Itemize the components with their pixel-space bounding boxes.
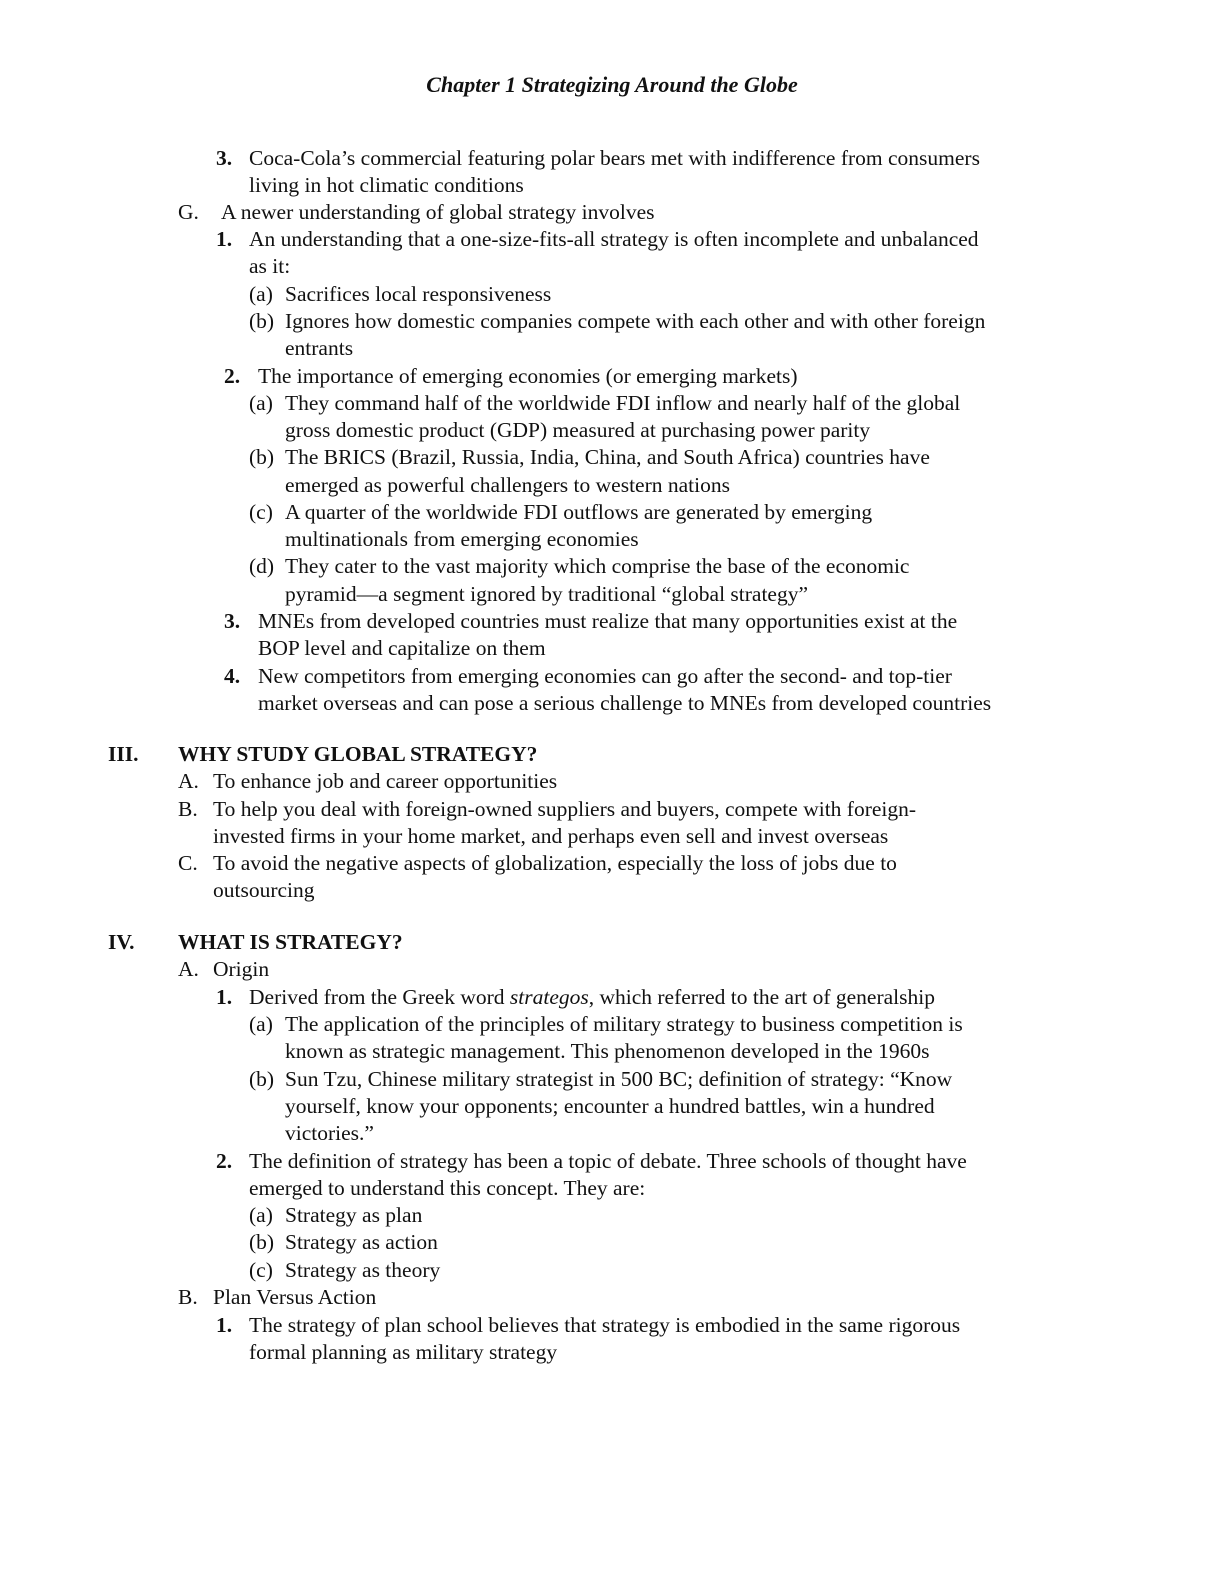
list-marker: (b) bbox=[249, 1067, 275, 1091]
outline-line: A newer understanding of global strategy involves bbox=[221, 200, 655, 224]
list-marker: A. bbox=[178, 957, 199, 981]
outline-line: Coca-Cola’s commercial featuring polar bears met with indifference from consumers bbox=[249, 146, 980, 170]
list-marker: (a) bbox=[249, 282, 273, 306]
outline-line: To help you deal with foreign-owned suppliers and buyers, compete with foreign- bbox=[213, 797, 917, 821]
list-marker: (a) bbox=[249, 1203, 273, 1227]
section-heading: WHAT IS STRATEGY? bbox=[178, 930, 403, 954]
section-number: III. bbox=[108, 742, 139, 766]
list-marker: (a) bbox=[249, 1012, 273, 1036]
outline-line: living in hot climatic conditions bbox=[249, 173, 524, 197]
line-text: Derived from the Greek word bbox=[249, 985, 510, 1009]
section-number: IV. bbox=[108, 930, 135, 954]
outline-line: pyramid—a segment ignored by traditional “global strategy” bbox=[285, 582, 809, 606]
list-marker: (d) bbox=[249, 554, 275, 578]
outline-line: victories.” bbox=[285, 1121, 374, 1145]
outline-line: Strategy as theory bbox=[285, 1258, 441, 1282]
outline-line bbox=[249, 984, 935, 1011]
list-marker: 3. bbox=[224, 609, 241, 633]
outline-line: MNEs from developed countries must realize that many opportunities exist at the bbox=[258, 609, 958, 633]
outline-line: emerged as powerful challengers to western nations bbox=[285, 473, 730, 497]
outline-line: To enhance job and career opportunities bbox=[213, 769, 558, 793]
outline-line: To avoid the negative aspects of globalization, especially the loss of jobs due to bbox=[213, 851, 897, 875]
line-text: , which referred to the art of generalship bbox=[588, 985, 935, 1009]
outline-line: Sacrifices local responsiveness bbox=[285, 282, 552, 306]
list-marker: (c) bbox=[249, 500, 273, 524]
outline-line: Origin bbox=[213, 957, 270, 981]
outline-line: formal planning as military strategy bbox=[249, 1340, 558, 1364]
outline-line: invested firms in your home market, and perhaps even sell and invest overseas bbox=[213, 824, 889, 848]
outline-line: Plan Versus Action bbox=[213, 1285, 377, 1309]
section-heading: WHY STUDY GLOBAL STRATEGY? bbox=[178, 742, 538, 766]
outline-line: They cater to the vast majority which comprise the base of the economic bbox=[285, 554, 910, 578]
list-marker: 3. bbox=[216, 146, 233, 170]
outline-line: The application of the principles of military strategy to business competition is bbox=[285, 1012, 963, 1036]
list-marker: (c) bbox=[249, 1258, 273, 1282]
outline-line: entrants bbox=[285, 336, 354, 360]
list-marker: 1. bbox=[216, 985, 233, 1009]
outline-line: New competitors from emerging economies can go after the second- and top-tier bbox=[258, 664, 952, 688]
list-marker: (b) bbox=[249, 445, 275, 469]
list-marker: (b) bbox=[249, 309, 275, 333]
list-marker: 1. bbox=[216, 227, 233, 251]
list-marker: (b) bbox=[249, 1230, 275, 1254]
list-marker: B. bbox=[178, 1285, 198, 1309]
list-marker: A. bbox=[178, 769, 199, 793]
outline-line: The BRICS (Brazil, Russia, India, China, and South Africa) countries have bbox=[285, 445, 930, 469]
outline-line: emerged to understand this concept. They are: bbox=[249, 1176, 646, 1200]
outline-line: Ignores how domestic companies compete with each other and with other foreign bbox=[285, 309, 986, 333]
outline-line: outsourcing bbox=[213, 878, 315, 902]
outline-line: The importance of emerging economies (or emerging markets) bbox=[258, 364, 798, 388]
outline-line: known as strategic management. This phenomenon developed in the 1960s bbox=[285, 1039, 930, 1063]
list-marker: 1. bbox=[216, 1313, 233, 1337]
list-marker: B. bbox=[178, 797, 198, 821]
outline-line: multinationals from emerging economies bbox=[285, 527, 639, 551]
italic-term: strategos bbox=[509, 985, 589, 1009]
outline-line: Strategy as plan bbox=[285, 1203, 423, 1227]
list-marker: 2. bbox=[224, 364, 241, 388]
list-marker: G. bbox=[178, 200, 199, 224]
outline-line: BOP level and capitalize on them bbox=[258, 636, 546, 660]
outline-line: gross domestic product (GDP) measured at purchasing power parity bbox=[285, 418, 871, 442]
outline-line: A quarter of the worldwide FDI outflows are generated by emerging bbox=[285, 500, 873, 524]
list-marker: 4. bbox=[224, 664, 241, 688]
outline-line: market overseas and can pose a serious challenge to MNEs from developed countries bbox=[258, 691, 992, 715]
list-marker: (a) bbox=[249, 391, 273, 415]
outline-line: as it: bbox=[249, 254, 291, 278]
page-header: Chapter 1 Strategizing Around the Globe bbox=[426, 72, 798, 97]
outline-line: Strategy as action bbox=[285, 1230, 438, 1254]
outline-line: An understanding that a one-size-fits-all strategy is often incomplete and unbalanced bbox=[249, 227, 979, 251]
list-marker: 2. bbox=[216, 1149, 233, 1173]
outline-line: They command half of the worldwide FDI inflow and nearly half of the global bbox=[285, 391, 961, 415]
outline-line: yourself, know your opponents; encounter a hundred battles, win a hundred bbox=[285, 1094, 935, 1118]
outline-line: The definition of strategy has been a topic of debate. Three schools of thought have bbox=[249, 1149, 967, 1173]
list-marker: C. bbox=[178, 851, 198, 875]
outline-line: The strategy of plan school believes that strategy is embodied in the same rigorous bbox=[249, 1313, 961, 1337]
outline-line: Sun Tzu, Chinese military strategist in 500 BC; definition of strategy: “Know bbox=[285, 1067, 953, 1091]
